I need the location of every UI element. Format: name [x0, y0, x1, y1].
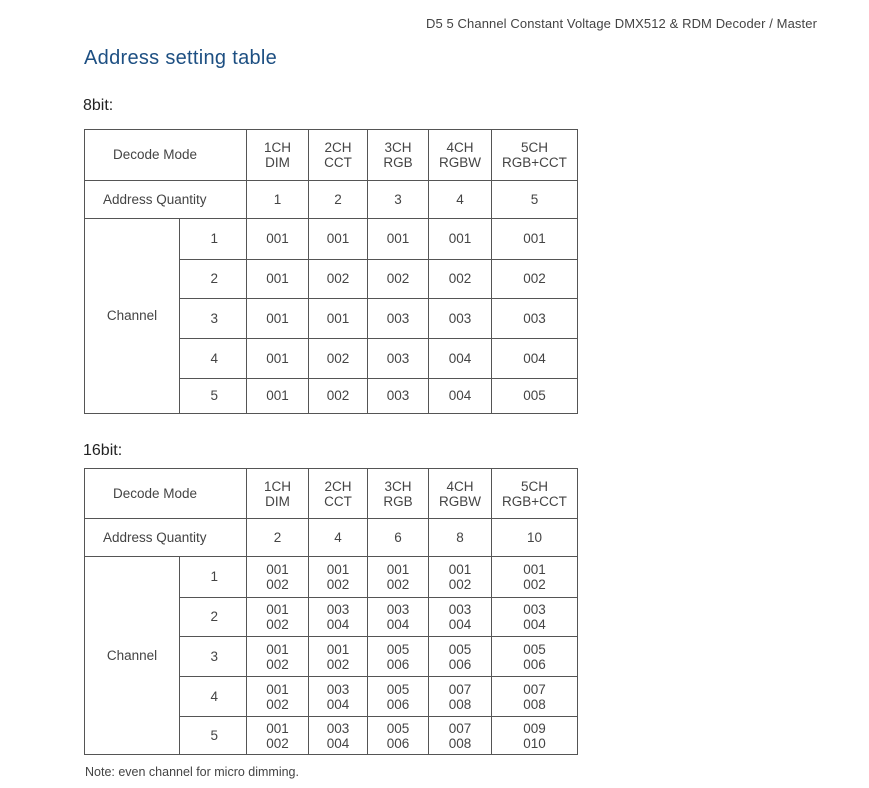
- mode-type: RGBW: [439, 155, 481, 170]
- address-value: 003: [386, 602, 410, 617]
- mode-channel-count: 3CH: [384, 140, 412, 155]
- address-value: 003: [326, 602, 350, 617]
- mode-type: RGBW: [439, 493, 481, 509]
- address-cell: [368, 379, 429, 414]
- address-quantity-cell: 5: [492, 181, 578, 219]
- address-value: 002: [326, 656, 350, 672]
- address-cell: [429, 339, 492, 379]
- mode-header-cell: [429, 130, 492, 181]
- mode-header-cell: [492, 130, 578, 181]
- address-value: 001: [326, 310, 350, 326]
- address-value: 002: [448, 271, 472, 286]
- address-cell: [247, 598, 309, 637]
- mode-header-cell: [309, 130, 368, 181]
- address-cell: [429, 677, 492, 717]
- decode-mode-label: Decode Mode: [85, 469, 247, 519]
- channel-row: [85, 219, 578, 260]
- address-value: 008: [523, 696, 546, 712]
- address-value: 007: [448, 681, 472, 697]
- channel-number: 3: [180, 299, 247, 339]
- address-cell: [429, 260, 492, 299]
- address-value: 004: [523, 617, 546, 632]
- mode-type: DIM: [265, 155, 290, 170]
- address-value: 004: [448, 350, 472, 366]
- address-cell: [368, 598, 429, 637]
- address-value: 001: [266, 641, 289, 657]
- address-value: 008: [448, 696, 472, 712]
- address-cell: [429, 557, 492, 598]
- address-value: 003: [326, 720, 350, 736]
- mode-type: RGB: [383, 493, 413, 509]
- address-quantity-cell: 2: [309, 181, 368, 219]
- address-cell: [429, 598, 492, 637]
- address-value: 009: [523, 720, 546, 736]
- address-value: 002: [266, 656, 289, 672]
- address-quantity-cell: 6: [368, 519, 429, 557]
- address-value: 006: [386, 735, 410, 751]
- address-cell: [492, 260, 578, 299]
- mode-type: RGB+CCT: [502, 493, 567, 509]
- address-value: 002: [448, 577, 472, 592]
- channel-number: 3: [180, 637, 247, 677]
- address-value: 002: [326, 271, 350, 286]
- mode-channel-count: 1CH: [263, 140, 291, 155]
- address-cell: [309, 379, 368, 414]
- channel-row: [85, 557, 578, 598]
- address-value: 001: [266, 562, 289, 577]
- address-value: 001: [523, 562, 546, 577]
- section-title: Address setting table: [84, 47, 278, 69]
- address-value: 003: [523, 310, 546, 326]
- mode-type: RGB+CCT: [502, 155, 567, 170]
- address-value: 001: [266, 350, 289, 366]
- address-value: 006: [523, 656, 546, 672]
- address-value: 001: [266, 310, 289, 326]
- address-value: 004: [326, 696, 350, 712]
- mode-header-cell: [309, 469, 368, 519]
- address-cell: [492, 299, 578, 339]
- address-cell: [247, 339, 309, 379]
- address-cell: [309, 637, 368, 677]
- address-value: 003: [523, 602, 546, 617]
- address-cell: [247, 219, 309, 260]
- address-value: 006: [386, 656, 410, 672]
- address-cell: [492, 717, 578, 755]
- address-value: 006: [448, 656, 472, 672]
- address-value: 001: [266, 271, 289, 286]
- address-cell: [492, 637, 578, 677]
- mode-channel-count: 5CH: [520, 140, 548, 155]
- address-value: 004: [448, 617, 472, 632]
- address-value: 003: [448, 602, 472, 617]
- mode-header-cell: [429, 469, 492, 519]
- mode-channel-count: 1CH: [263, 478, 291, 494]
- address-value: 008: [448, 735, 472, 751]
- address-cell: [429, 637, 492, 677]
- address-value: 001: [326, 231, 350, 246]
- address-value: 002: [266, 617, 289, 632]
- address-value: 002: [266, 696, 289, 712]
- mode-type: CCT: [324, 493, 352, 509]
- channel-label: Channel: [85, 219, 180, 414]
- document-header: D5 5 Channel Constant Voltage DMX512 & RDM Decoder / Master: [425, 16, 817, 31]
- address-value: 010: [523, 735, 546, 751]
- address-cell: [429, 299, 492, 339]
- address-value: 001: [386, 231, 410, 246]
- address-value: 003: [386, 388, 410, 403]
- address-quantity-cell: 1: [247, 181, 309, 219]
- address-value: 005: [386, 641, 410, 657]
- address-quantity-row: [85, 519, 578, 557]
- address-value: 004: [386, 617, 410, 632]
- address-value: 006: [386, 696, 410, 712]
- address-cell: [309, 557, 368, 598]
- address-value: 001: [523, 231, 546, 246]
- mode-type: CCT: [324, 155, 352, 170]
- mode-channel-count: 5CH: [520, 478, 548, 494]
- address-cell: [492, 557, 578, 598]
- mode-channel-count: 3CH: [384, 478, 412, 494]
- mode-header-cell: [368, 130, 429, 181]
- address-table-8bit: [84, 129, 578, 414]
- address-cell: [309, 299, 368, 339]
- address-value: 007: [523, 681, 546, 697]
- address-value: 004: [326, 735, 350, 751]
- address-value: 005: [523, 388, 546, 403]
- address-value: 002: [326, 388, 350, 403]
- mode-header-cell: [492, 469, 578, 519]
- address-value: 002: [523, 577, 546, 592]
- address-value: 001: [386, 562, 410, 577]
- address-cell: [309, 260, 368, 299]
- footnote: Note: even channel for micro dimming.: [85, 765, 299, 779]
- address-value: 002: [266, 577, 289, 592]
- address-cell: [309, 717, 368, 755]
- address-cell: [492, 219, 578, 260]
- address-cell: [368, 339, 429, 379]
- mode-header-cell: [368, 469, 429, 519]
- address-cell: [492, 598, 578, 637]
- channel-number: 4: [180, 339, 247, 379]
- table-16bit-label: 16bit:: [83, 442, 123, 459]
- address-cell: [368, 637, 429, 677]
- address-value: 002: [266, 735, 289, 751]
- mode-header-cell: [247, 130, 309, 181]
- channel-number: 1: [180, 557, 247, 598]
- decode-mode-row: [85, 469, 578, 519]
- address-cell: [309, 598, 368, 637]
- address-quantity-cell: 3: [368, 181, 429, 219]
- address-cell: [247, 717, 309, 755]
- address-value: 005: [523, 641, 546, 657]
- channel-number: 4: [180, 677, 247, 717]
- address-cell: [492, 379, 578, 414]
- channel-number: 5: [180, 717, 247, 755]
- decode-mode-label: Decode Mode: [85, 130, 247, 181]
- address-cell: [429, 219, 492, 260]
- address-cell: [309, 339, 368, 379]
- address-value: 001: [266, 388, 289, 403]
- address-value: 004: [448, 388, 472, 403]
- mode-type: RGB: [383, 155, 413, 170]
- address-cell: [368, 717, 429, 755]
- address-value: 003: [386, 310, 410, 326]
- mode-channel-count: 2CH: [324, 140, 352, 155]
- channel-number: 5: [180, 379, 247, 414]
- address-cell: [492, 339, 578, 379]
- address-quantity-cell: 4: [309, 519, 368, 557]
- address-quantity-cell: 8: [429, 519, 492, 557]
- address-cell: [368, 677, 429, 717]
- address-table-16bit: [84, 468, 578, 755]
- address-cell: [492, 677, 578, 717]
- address-cell: [247, 557, 309, 598]
- address-value: 002: [386, 271, 410, 286]
- address-value: 005: [386, 720, 410, 736]
- address-cell: [429, 717, 492, 755]
- address-value: 005: [448, 641, 472, 657]
- address-cell: [247, 637, 309, 677]
- address-value: 001: [448, 562, 472, 577]
- address-value: 001: [266, 720, 289, 736]
- address-cell: [247, 677, 309, 717]
- address-quantity-label: Address Quantity: [85, 519, 247, 557]
- address-value: 002: [326, 350, 350, 366]
- address-value: 001: [266, 231, 289, 246]
- address-quantity-cell: 2: [247, 519, 309, 557]
- decode-mode-row: [85, 130, 578, 181]
- address-value: 001: [448, 231, 472, 246]
- address-value: 001: [266, 602, 289, 617]
- address-cell: [247, 299, 309, 339]
- address-value: 007: [448, 720, 472, 736]
- address-value: 001: [266, 681, 289, 697]
- address-cell: [247, 379, 309, 414]
- mode-channel-count: 4CH: [446, 478, 474, 494]
- address-cell: [368, 557, 429, 598]
- address-value: 003: [448, 310, 472, 326]
- address-cell: [368, 260, 429, 299]
- mode-type: DIM: [265, 493, 290, 509]
- mode-channel-count: 2CH: [324, 478, 352, 494]
- mode-header-cell: [247, 469, 309, 519]
- address-value: 002: [326, 577, 350, 592]
- address-value: 002: [386, 577, 410, 592]
- address-value: 001: [326, 641, 350, 657]
- address-cell: [368, 299, 429, 339]
- channel-label: Channel: [85, 557, 180, 755]
- address-quantity-row: [85, 181, 578, 219]
- address-value: 004: [523, 350, 546, 366]
- address-value: 003: [326, 681, 350, 697]
- address-value: 002: [523, 271, 546, 286]
- address-cell: [247, 260, 309, 299]
- address-cell: [368, 219, 429, 260]
- address-value: 005: [386, 681, 410, 697]
- address-cell: [429, 379, 492, 414]
- channel-number: 2: [180, 260, 247, 299]
- address-quantity-cell: 10: [492, 519, 578, 557]
- address-quantity-cell: 4: [429, 181, 492, 219]
- address-cell: [309, 219, 368, 260]
- address-cell: [309, 677, 368, 717]
- address-value: 001: [326, 562, 350, 577]
- address-value: 004: [326, 617, 350, 632]
- address-quantity-label: Address Quantity: [85, 181, 247, 219]
- channel-number: 1: [180, 219, 247, 260]
- table-8bit-label: 8bit:: [83, 97, 114, 114]
- channel-number: 2: [180, 598, 247, 637]
- address-value: 003: [386, 350, 410, 366]
- mode-channel-count: 4CH: [446, 140, 474, 155]
